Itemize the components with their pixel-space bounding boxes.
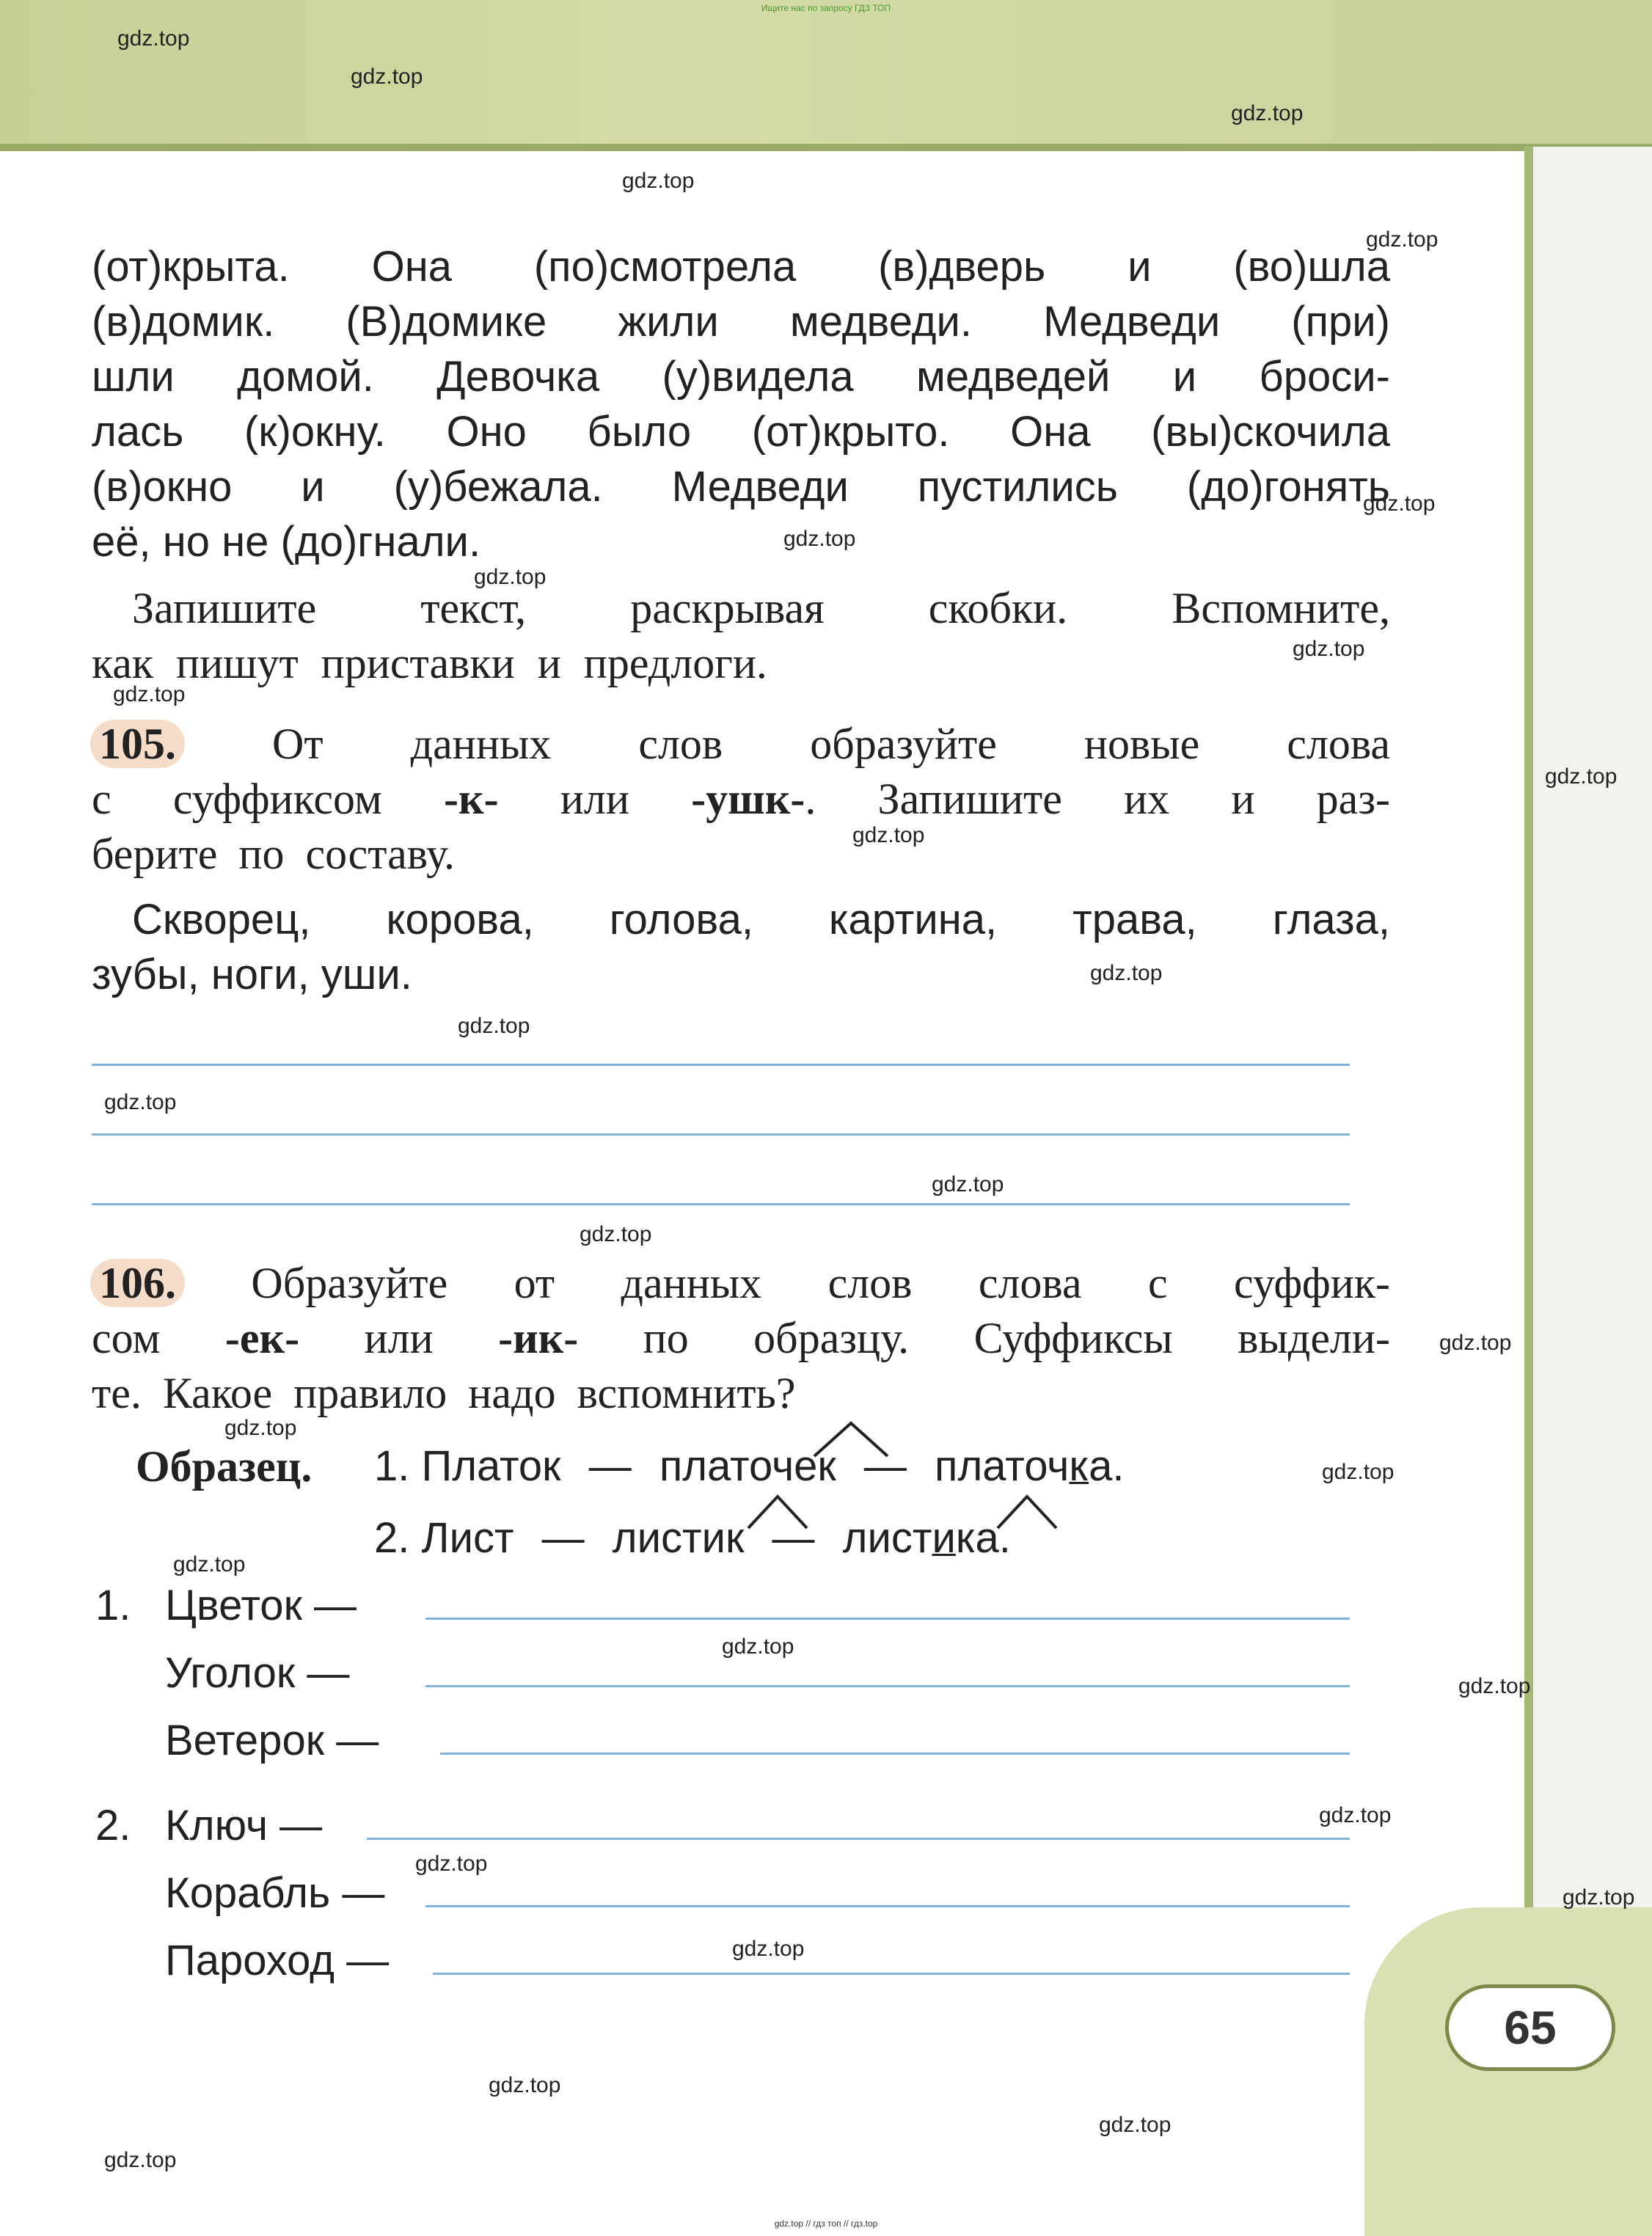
text-line-2: (в)домик. (В)домике жили медведи. Медведи (при) [92, 298, 1390, 346]
top-note: Ищите нас по запросу ГДЗ ТОП [761, 3, 891, 13]
answer-line [425, 1685, 1350, 1687]
group2-word-2: Корабль — [165, 1869, 385, 1917]
group1-word-3: Ветерок — [165, 1717, 379, 1764]
ex106-line-1: 106. Образуйте от данных слов слова с суффик- [99, 1258, 1390, 1309]
watermark: gdz.top [104, 1090, 177, 1114]
group2-number: 2. [95, 1802, 131, 1849]
answer-line [425, 1618, 1350, 1620]
ex105-number: 105. [90, 720, 185, 768]
watermark: gdz.top [580, 1222, 652, 1246]
answer-line [433, 1973, 1350, 1975]
watermark: gdz.top [113, 682, 186, 706]
text-line-5: (в)окно и (у)бежала. Медведи пустились (до)гонять [92, 463, 1390, 511]
watermark: gdz.top [351, 65, 423, 89]
ex105-words-2: зубы, ноги, уши. [92, 951, 412, 998]
suffix-arc-mark [814, 1423, 888, 1456]
group1-word-1: Цветок — [165, 1582, 357, 1629]
watermark: gdz.top [117, 26, 190, 51]
watermark: gdz.top [1319, 1803, 1392, 1827]
ex105-words-1: Скворец, корова, голова, картина, трава, глаза, [132, 896, 1390, 943]
suffix-arc-mark [998, 1497, 1056, 1528]
suffix-k: -к- [444, 775, 499, 823]
watermark: gdz.top [1090, 961, 1163, 985]
answer-line [425, 1905, 1350, 1907]
watermark: gdz.top [1439, 1331, 1512, 1355]
bottom-note: gdz.top // гдз топ // гдз.top [774, 2218, 878, 2229]
watermark: gdz.top [783, 527, 856, 551]
watermark: gdz.top [1545, 764, 1618, 789]
watermark: gdz.top [489, 2073, 561, 2097]
watermark: gdz.top [1099, 2113, 1172, 2137]
sample-1: 1. Платок — платочек — платочка. [374, 1442, 1125, 1490]
instruction-line-2: как пишут приставки и предлоги. [92, 639, 767, 687]
ex105-line-3: берите по составу. [92, 830, 456, 878]
watermark: gdz.top [1231, 101, 1304, 125]
suffix-ek: -ек- [224, 1314, 300, 1362]
sample-2: 2. Лист — листик — листика. [374, 1514, 1011, 1562]
text-line-3: шли домой. Девочка (у)видела медведей и броси- [92, 353, 1390, 401]
text-line-4: лась (к)окну. Оно было (от)крыто. Она (вы)скочила [92, 408, 1390, 456]
group2-word-1: Ключ — [165, 1802, 323, 1849]
watermark: gdz.top [104, 2148, 177, 2172]
ex106-line-2: сом -ек- или -ик- по образцу. Суффиксы выдели- [92, 1314, 1390, 1362]
watermark: gdz.top [474, 565, 547, 589]
text-line-1: (от)крыта. Она (по)смотрела (в)дверь и (во)шла [92, 243, 1390, 291]
ex106-number: 106. [90, 1259, 185, 1307]
instruction-line-1: Запишите текст, раскрывая скобки. Вспомните, [132, 584, 1390, 632]
group1-word-2: Уголок — [165, 1649, 350, 1697]
watermark: gdz.top [415, 1852, 488, 1876]
watermark: gdz.top [1293, 637, 1365, 661]
group1-number: 1. [95, 1582, 131, 1629]
suffix-arc-mark [748, 1497, 807, 1528]
answer-line [440, 1753, 1350, 1755]
watermark: gdz.top [722, 1634, 794, 1659]
ex105-line-2: с суффиксом -к- или -ушк-. Запишите их и раз- [92, 775, 1390, 823]
watermark: gdz.top [1322, 1460, 1395, 1484]
watermark: gdz.top [173, 1552, 246, 1576]
sample-label: Образец. [136, 1442, 313, 1491]
watermark: gdz.top [1363, 492, 1436, 516]
suffix-ushk: -ушк- [691, 775, 805, 823]
watermark: gdz.top [622, 169, 695, 193]
page-number: 65 [1504, 2001, 1557, 2054]
suffix-ik: -ик- [498, 1314, 579, 1362]
watermark: gdz.top [1458, 1674, 1531, 1698]
answer-line [367, 1838, 1350, 1840]
watermark: gdz.top [224, 1416, 297, 1440]
watermark: gdz.top [852, 823, 925, 847]
watermark: gdz.top [932, 1172, 1004, 1196]
text-line-6: её, но не (до)гнали. [92, 518, 481, 566]
watermark: gdz.top [1563, 1885, 1635, 1910]
watermark: gdz.top [732, 1937, 805, 1961]
ex105-line-1: 105. От данных слов образуйте новые слова [99, 719, 1390, 770]
group2-word-3: Пароход — [165, 1937, 390, 1984]
ex106-line-3: те. Какое правило надо вспомнить? [92, 1369, 796, 1417]
watermark: gdz.top [1366, 227, 1439, 252]
watermark: gdz.top [458, 1014, 530, 1038]
